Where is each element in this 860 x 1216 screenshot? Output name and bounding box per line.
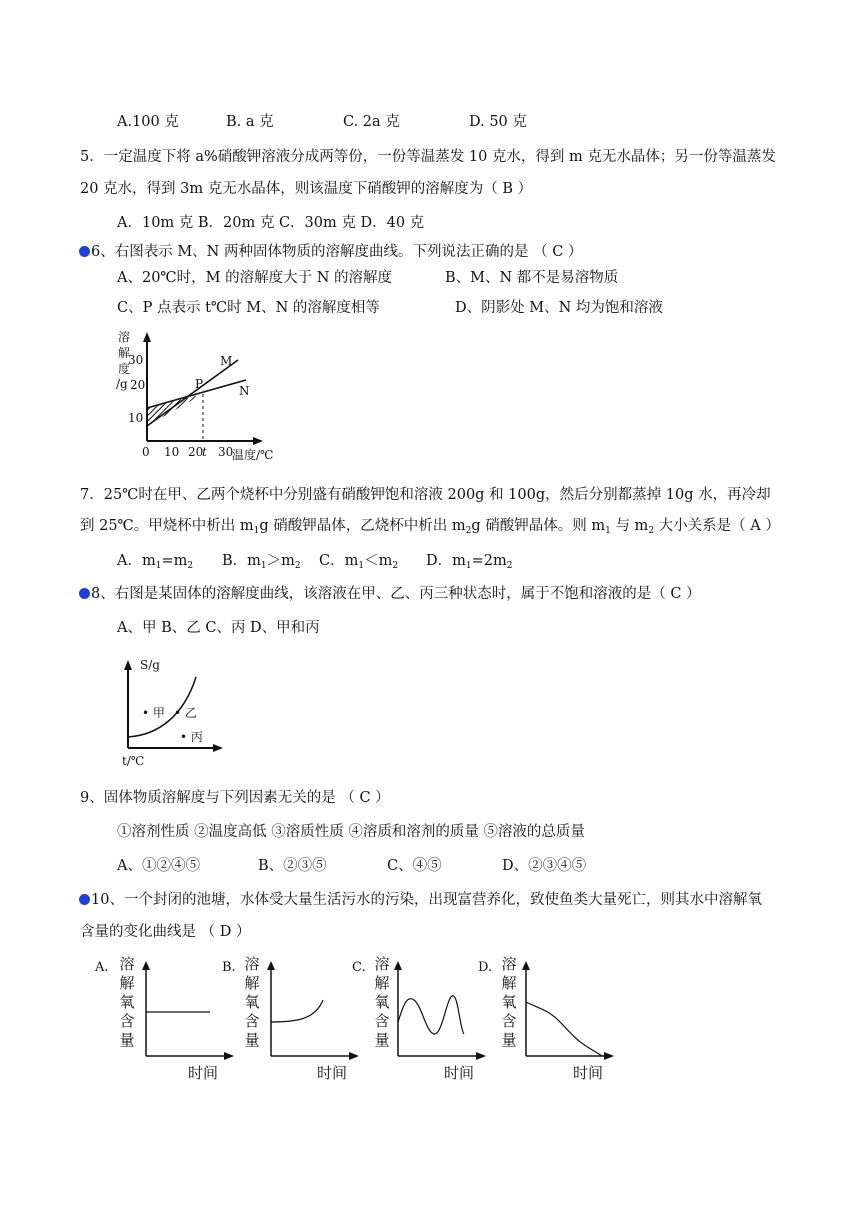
bullet-dot-icon bbox=[79, 588, 90, 599]
q6-ylabel-2: 解 bbox=[118, 346, 131, 360]
bullet-dot-icon bbox=[79, 246, 90, 257]
q7-opt-d-sub2: 2 bbox=[506, 561, 513, 571]
q7-text-b: g 硝酸钾晶体，乙烧杯中析出 m bbox=[259, 518, 466, 534]
ychar: 溶 bbox=[244, 955, 260, 973]
q7-sub-2a: 2 bbox=[465, 526, 472, 536]
q8-point-jia: • 甲 bbox=[142, 706, 165, 720]
q6-ylabel-3: 度 bbox=[118, 362, 131, 376]
ychar: 氧 bbox=[244, 993, 260, 1011]
q7-opt-a-sub2: 2 bbox=[187, 561, 194, 571]
q10-graph-a-ylabel bbox=[118, 955, 136, 1050]
q8-stem bbox=[79, 584, 701, 604]
q6-option-a: A、20℃时，M 的溶解度大于 N 的溶解度 bbox=[117, 270, 393, 286]
q10-graph-c-xlabel: 时间 bbox=[444, 1064, 475, 1082]
ychar: 量 bbox=[374, 1031, 390, 1049]
q6-ylabel-4: /g bbox=[116, 377, 128, 391]
q6-label-n: N bbox=[239, 384, 250, 398]
q10-graph-b-xlabel: 时间 bbox=[317, 1064, 348, 1082]
q6-option-b: B、M、N 都不是易溶物质 bbox=[445, 270, 619, 286]
q5-stem-line1: 5．一定温度下将 a%硝酸钾溶液分成两等份，一份等温蒸发 10 克水，得到 m 克无水晶体；另一份等温蒸发 bbox=[80, 149, 776, 165]
ychar: 量 bbox=[244, 1031, 260, 1049]
q7-text-c: g 硝酸钾晶体。则 m bbox=[471, 518, 606, 534]
graph-c-curve bbox=[398, 996, 464, 1034]
q10-graph-a-xlabel: 时间 bbox=[188, 1064, 219, 1082]
q9-option-d: D、②③④⑤ bbox=[502, 858, 587, 874]
q6-label-m: M bbox=[220, 354, 233, 368]
q9-stem: 9、固体物质溶解度与下列因素无关的是 （ C ） bbox=[80, 790, 390, 806]
q6-curve-m bbox=[147, 360, 238, 426]
q7-option-c bbox=[319, 551, 398, 576]
q6-xlabel: 温度/℃ bbox=[232, 448, 274, 462]
q6-xtick-20: 20 bbox=[188, 445, 204, 459]
q6-ytick-10: 10 bbox=[128, 411, 144, 425]
q6-ylabel-1: 溶 bbox=[118, 330, 131, 344]
q8-ylabel: S/g bbox=[140, 658, 160, 672]
ychar: 量 bbox=[501, 1031, 517, 1049]
q9-option-b: B、②③⑤ bbox=[258, 858, 327, 874]
q7-opt-d-text: D．m bbox=[426, 553, 466, 569]
q10-graph-c-ylabel bbox=[373, 955, 391, 1050]
q7-opt-c-rest: ＜m bbox=[364, 553, 393, 569]
q4-option-b: B. a 克 bbox=[226, 114, 274, 130]
q10-graph-c bbox=[392, 960, 488, 1060]
q7-stem-line2 bbox=[80, 516, 780, 541]
q7-opt-b-text: B．m bbox=[222, 553, 261, 569]
graph-d-curve bbox=[526, 1002, 602, 1056]
ychar: 溶 bbox=[501, 955, 517, 973]
q7-opt-b-rest: ＞m bbox=[266, 553, 295, 569]
q6-stem bbox=[79, 242, 582, 262]
q6-solubility-chart bbox=[110, 328, 280, 463]
q6-xtick-10: 10 bbox=[164, 445, 180, 459]
ychar: 含 bbox=[501, 1012, 517, 1030]
q10-stem-text: 10、一个封闭的池塘，水体受大量生活污水的污染，出现富营养化，致使鱼类大量死亡，则其水中溶解氧 bbox=[91, 892, 762, 908]
q9-option-c: C、④⑤ bbox=[387, 858, 442, 874]
q10-stem-line1 bbox=[79, 890, 762, 910]
q5-stem-line2: 20 克水，得到 3m 克无水晶体，则该温度下硝酸钾的溶解度为（ B ） bbox=[80, 181, 533, 197]
q7-option-a bbox=[117, 551, 193, 576]
q7-opt-a-rest: =m bbox=[161, 553, 188, 569]
graph-c-x-arrow-icon bbox=[476, 1052, 486, 1060]
graph-b-x-arrow-icon bbox=[349, 1052, 359, 1060]
graph-d-x-arrow-icon bbox=[604, 1052, 614, 1060]
q7-sub-1b: 1 bbox=[605, 526, 611, 536]
q10-graph-b bbox=[265, 960, 361, 1060]
q7-opt-b-sub1: 1 bbox=[260, 561, 267, 571]
ychar: 溶 bbox=[374, 955, 390, 973]
q10-graph-d-label: D. bbox=[478, 960, 493, 975]
graph-b-curve bbox=[271, 1000, 323, 1022]
q6-shaded-region bbox=[147, 394, 203, 426]
ychar: 解 bbox=[374, 974, 390, 992]
q8-y-arrow-icon bbox=[124, 660, 132, 670]
q6-y-arrow-icon bbox=[143, 332, 151, 342]
q5-options: A．10m 克 B．20m 克 C．30m 克 D．40 克 bbox=[117, 215, 425, 231]
q10-graph-d bbox=[520, 960, 616, 1060]
q10-graph-d-ylabel bbox=[500, 955, 518, 1050]
ychar: 含 bbox=[244, 1012, 260, 1030]
q7-stem-line1: 7．25℃时在甲、乙两个烧杯中分别盛有硝酸钾饱和溶液 200g 和 100g，然后分别都蒸掉 10g 水，再冷却 bbox=[80, 487, 771, 503]
q8-stem-text: 8、右图是某固体的溶解度曲线，该溶液在甲、乙、丙三种状态时，属于不饱和溶液的是（ C ） bbox=[91, 586, 701, 602]
q6-option-c: C、P 点表示 t℃时 M、N 的溶解度相等 bbox=[117, 300, 380, 316]
q10-stem-line2: 含量的变化曲线是 （ D ） bbox=[80, 924, 251, 940]
ychar: 解 bbox=[501, 974, 517, 992]
q4-option-d: D. 50 克 bbox=[469, 114, 527, 130]
q8-point-bing: • 丙 bbox=[180, 730, 203, 744]
ychar: 解 bbox=[119, 974, 135, 992]
q7-opt-d-rest: =2m bbox=[471, 553, 507, 569]
q7-text-a: 到 25℃。甲烧杯中析出 m bbox=[80, 518, 254, 534]
ychar: 量 bbox=[119, 1031, 135, 1049]
ychar: 溶 bbox=[119, 955, 135, 973]
graph-a-y-arrow-icon bbox=[142, 961, 150, 970]
q6-xtick-30: 30 bbox=[218, 445, 234, 459]
ychar: 含 bbox=[374, 1012, 390, 1030]
q4-option-c: C. 2a 克 bbox=[343, 114, 400, 130]
q7-opt-a-sub1: 1 bbox=[155, 561, 162, 571]
graph-b-y-arrow-icon bbox=[267, 961, 275, 970]
q7-opt-c-sub2: 2 bbox=[392, 561, 399, 571]
ychar: 氧 bbox=[374, 993, 390, 1011]
q7-opt-c-sub1: 1 bbox=[358, 561, 365, 571]
graph-a-x-arrow-icon bbox=[224, 1052, 234, 1060]
q10-graph-a bbox=[140, 960, 236, 1060]
q6-label-p: P bbox=[195, 377, 204, 391]
q7-opt-b-sub2: 2 bbox=[294, 561, 301, 571]
q10-graph-b-label: B. bbox=[222, 960, 236, 975]
ychar: 氧 bbox=[119, 993, 135, 1011]
graph-c-y-arrow-icon bbox=[394, 961, 402, 970]
q7-text-d: 与 m bbox=[610, 518, 649, 534]
bullet-dot-icon bbox=[79, 894, 90, 905]
ychar: 氧 bbox=[501, 993, 517, 1011]
q10-graph-b-ylabel bbox=[243, 955, 261, 1050]
q7-text-e: 大小关系是（ A ） bbox=[654, 518, 780, 534]
q6-xtick-t: t bbox=[202, 445, 207, 459]
graph-d-y-arrow-icon bbox=[522, 961, 530, 970]
q8-solubility-chart bbox=[114, 655, 229, 770]
q6-xtick-0: 0 bbox=[142, 445, 150, 459]
q7-opt-d-sub1: 1 bbox=[465, 561, 472, 571]
q6-ytick-20: 20 bbox=[130, 378, 146, 392]
q9-option-a: A、①②④⑤ bbox=[117, 858, 200, 874]
q7-sub-2b: 2 bbox=[648, 526, 655, 536]
q7-opt-a-text: A．m bbox=[117, 553, 156, 569]
q9-factors: ①溶剂性质 ②温度高低 ③溶质性质 ④溶质和溶剂的质量 ⑤溶液的总质量 bbox=[117, 824, 585, 840]
q10-graph-a-label: A. bbox=[95, 960, 109, 975]
q8-x-arrow-icon bbox=[213, 744, 223, 752]
q8-xlabel: t/℃ bbox=[122, 754, 145, 768]
ychar: 解 bbox=[244, 974, 260, 992]
q6-x-arrow-icon bbox=[253, 437, 263, 445]
q7-opt-c-text: C．m bbox=[319, 553, 359, 569]
q8-point-yi: • 乙 bbox=[174, 706, 197, 720]
q10-graph-c-label: C. bbox=[352, 960, 366, 975]
q6-ytick-30: 30 bbox=[128, 353, 144, 367]
q10-graph-d-xlabel: 时间 bbox=[573, 1064, 604, 1082]
q7-option-d bbox=[426, 551, 512, 576]
ychar: 含 bbox=[119, 1012, 135, 1030]
q8-options: A、甲 B、乙 C、丙 D、甲和丙 bbox=[117, 620, 320, 636]
q4-option-a: A.100 克 bbox=[117, 114, 179, 130]
q7-sub-1a: 1 bbox=[253, 526, 260, 536]
q7-option-b bbox=[222, 551, 301, 576]
q6-option-d: D、阴影处 M、N 均为饱和溶液 bbox=[455, 300, 663, 316]
q6-stem-text: 6、右图表示 M、N 两种固体物质的溶解度曲线。下列说法正确的是 （ C ） bbox=[91, 244, 583, 260]
